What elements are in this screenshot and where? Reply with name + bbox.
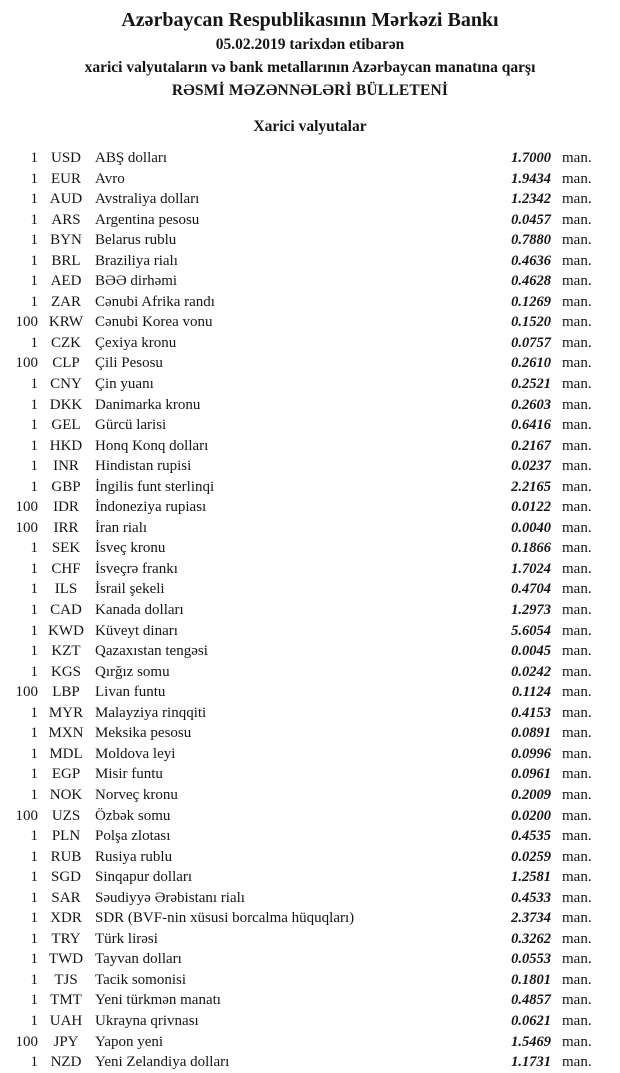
quantity: 1: [30, 889, 38, 906]
currency-name: Avro: [95, 170, 125, 187]
rate-value: 0.0996: [511, 745, 551, 762]
currency-code: MDL: [49, 745, 83, 762]
quantity: 100: [15, 314, 38, 331]
unit-label: man.: [562, 1033, 592, 1050]
currency-name: Livan funtu: [95, 684, 166, 701]
rate-value: 0.1866: [511, 540, 551, 557]
currency-code: MXN: [48, 725, 84, 742]
rate-value: 0.0757: [511, 334, 551, 351]
currency-code: USD: [50, 150, 81, 166]
table-row: [0, 436, 620, 457]
currency-code: GBP: [51, 478, 81, 495]
rate-value: 1.2973: [511, 602, 551, 619]
currency-name: Argentina pesosu: [95, 211, 200, 228]
quantity: 1: [30, 170, 38, 187]
quantity: 1: [30, 910, 38, 927]
table-row: [0, 477, 620, 498]
unit-label: man.: [562, 684, 592, 701]
rate-value: 0.6416: [511, 417, 551, 434]
quantity: 1: [30, 334, 38, 351]
currency-code: CHF: [51, 560, 81, 577]
currency-name: Çin yuanı: [95, 376, 154, 393]
rate-value: 0.4857: [511, 992, 551, 1009]
currency-code: RUB: [50, 848, 82, 865]
currency-name: Yapon yeni: [95, 1033, 164, 1050]
rate-value: 0.0457: [511, 211, 551, 228]
currency-code: PLN: [51, 828, 81, 845]
table-row: [0, 579, 620, 600]
currency-name: Misir funtu: [95, 766, 163, 783]
unit-label: man.: [562, 869, 592, 886]
unit-label: man.: [562, 458, 592, 475]
unit-label: man.: [562, 602, 592, 619]
quantity: 1: [30, 458, 38, 475]
rate-value: 0.0122: [511, 499, 551, 516]
currency-name: Yeni türkmən manatı: [95, 992, 221, 1009]
rate-value: 5.6054: [511, 622, 551, 639]
quantity: 1: [30, 293, 38, 310]
unit-label: man.: [562, 211, 592, 228]
rate-value: 0.2521: [511, 376, 551, 393]
currency-name: Malayziya rinqqiti: [95, 704, 207, 721]
table-row: [0, 908, 620, 929]
bank-title: Azərbaycan Respublikasının Mərkəzi Bankı: [121, 9, 499, 31]
table-row: [0, 518, 620, 539]
unit-label: man.: [562, 1054, 592, 1071]
unit-label: man.: [562, 848, 592, 865]
unit-label: man.: [562, 376, 592, 393]
table-row: [0, 806, 620, 827]
quantity: 1: [30, 540, 38, 557]
currency-name: İsveçrə frankı: [95, 560, 178, 577]
table-row: [0, 210, 620, 231]
currency-name: Gürcü larisi: [95, 417, 167, 434]
currency-code: SAR: [51, 889, 81, 906]
rate-value: 0.4535: [511, 828, 551, 845]
currency-code: TJS: [54, 971, 78, 988]
table-row: [0, 888, 620, 909]
rate-value: 0.0040: [511, 519, 551, 536]
quantity: 1: [30, 930, 38, 947]
currency-code: KRW: [48, 314, 84, 331]
unit-label: man.: [562, 910, 592, 927]
quantity: 1: [30, 643, 38, 660]
currency-code: KZT: [51, 643, 81, 660]
table-row: [0, 538, 620, 559]
currency-code: NZD: [50, 1054, 82, 1071]
rate-value: 0.2009: [511, 786, 551, 803]
table-row: [0, 600, 620, 621]
quantity: 1: [30, 211, 38, 228]
quantity: 1: [30, 786, 38, 803]
quantity: 1: [30, 417, 38, 434]
bulletin-header: [0, 0, 620, 103]
quantity: 100: [15, 807, 38, 824]
currency-name: Braziliya rialı: [95, 252, 178, 269]
unit-label: man.: [562, 704, 592, 721]
currency-code: AUD: [49, 191, 83, 208]
currency-name: Hindistan rupisi: [95, 458, 192, 475]
rate-value: 0.0200: [511, 807, 551, 824]
currency-name: Meksika pesosu: [95, 725, 192, 742]
currency-code: TRY: [51, 930, 81, 947]
quantity: 1: [30, 663, 38, 680]
quantity: 1: [30, 376, 38, 393]
rate-value: 0.4704: [511, 581, 551, 598]
unit-label: man.: [562, 786, 592, 803]
table-row: [0, 395, 620, 416]
table-row: [0, 312, 620, 333]
rate-value: 0.2610: [511, 355, 551, 372]
currency-code: CAD: [50, 602, 82, 619]
unit-label: man.: [562, 622, 592, 639]
currency-name: Honq Konq dolları: [95, 437, 209, 454]
currency-code: AED: [50, 273, 82, 290]
unit-label: man.: [562, 766, 592, 783]
quantity: 1: [30, 725, 38, 742]
currency-name: Ukrayna qrivnası: [95, 1012, 199, 1029]
currency-name: Avstraliya dolları: [95, 191, 200, 208]
table-row: [0, 764, 620, 785]
currency-name: Polşa zlotası: [95, 828, 171, 845]
table-row: [0, 333, 620, 354]
quantity: 1: [30, 150, 38, 166]
unit-label: man.: [562, 971, 592, 988]
currency-code: TMT: [50, 992, 82, 1009]
currency-code: ILS: [54, 581, 78, 598]
quantity: 1: [30, 191, 38, 208]
unit-label: man.: [562, 540, 592, 557]
rate-value: 2.3734: [511, 910, 551, 927]
currency-name: Tayvan dolları: [95, 951, 182, 968]
rate-value: 0.1520: [511, 314, 551, 331]
currency-code: JPY: [53, 1033, 79, 1050]
bulletin-subtitle: xarici valyutaların və bank metallarının Azərbaycan manatına qarşı: [84, 59, 536, 76]
table-row: [0, 970, 620, 991]
table-row: [0, 559, 620, 580]
currency-name: Norveç kronu: [95, 786, 178, 803]
quantity: 1: [30, 766, 38, 783]
unit-label: man.: [562, 191, 592, 208]
unit-label: man.: [562, 560, 592, 577]
unit-label: man.: [562, 992, 592, 1009]
unit-label: man.: [562, 828, 592, 845]
quantity: 100: [15, 355, 38, 372]
quantity: 1: [30, 622, 38, 639]
currency-code: UZS: [51, 807, 81, 824]
unit-label: man.: [562, 519, 592, 536]
table-row: [0, 785, 620, 806]
currency-name: Türk lirəsi: [95, 930, 158, 947]
currency-code: CZK: [51, 334, 81, 351]
quantity: 1: [30, 437, 38, 454]
currency-code: KWD: [48, 622, 84, 639]
currency-code: XDR: [50, 910, 82, 927]
quantity: 1: [30, 602, 38, 619]
unit-label: man.: [562, 437, 592, 454]
quantity: 1: [30, 273, 38, 290]
rates-table: [0, 148, 620, 1073]
currency-name: Cənubi Korea vonu: [95, 314, 213, 331]
effective-date-line: 05.02.2019 tarixdən etibarən: [215, 36, 405, 53]
unit-label: man.: [562, 478, 592, 495]
quantity: 1: [30, 951, 38, 968]
unit-label: man.: [562, 417, 592, 434]
rate-value: 1.7024: [511, 560, 551, 577]
unit-label: man.: [562, 581, 592, 598]
quantity: 1: [30, 828, 38, 845]
quantity: 1: [30, 478, 38, 495]
currency-name: Küveyt dinarı: [95, 622, 178, 639]
table-row: [0, 271, 620, 292]
table-row: [0, 703, 620, 724]
quantity: 1: [30, 992, 38, 1009]
quantity: 1: [30, 396, 38, 413]
currency-code: DKK: [49, 396, 83, 413]
currency-name: Özbək somu: [95, 807, 171, 824]
rate-value: 0.7880: [511, 232, 551, 249]
table-row: [0, 415, 620, 436]
currency-code: UAH: [49, 1012, 83, 1029]
currency-name: İsveç kronu: [95, 540, 166, 557]
currency-name: Kanada dolları: [95, 602, 184, 619]
currency-name: Qazaxıstan tengəsi: [95, 643, 208, 660]
currency-code: MYR: [48, 704, 84, 721]
currency-code: EUR: [51, 170, 81, 187]
table-row: [0, 251, 620, 272]
rate-value: 1.2342: [511, 191, 551, 208]
currency-code: IDR: [53, 499, 79, 516]
currency-code: KGS: [50, 663, 81, 680]
table-row: [0, 169, 620, 190]
unit-label: man.: [562, 252, 592, 269]
currency-name: Moldova leyi: [95, 745, 176, 762]
rate-value: 2.2165: [511, 478, 551, 495]
quantity: 1: [30, 869, 38, 886]
rate-value: 0.1124: [511, 684, 551, 701]
currency-name: Sinqapur dolları: [95, 869, 193, 886]
table-row: [0, 847, 620, 868]
rate-value: 1.5469: [511, 1033, 551, 1050]
currency-code: BRL: [51, 252, 81, 269]
unit-label: man.: [562, 170, 592, 187]
currency-name: BƏƏ dirhəmi: [95, 273, 178, 290]
currency-name: Səudiyyə Ərəbistanı rialı: [95, 889, 245, 906]
table-row: [0, 456, 620, 477]
currency-code: BYN: [50, 232, 82, 249]
unit-label: man.: [562, 334, 592, 351]
currency-name: Çili Pesosu: [95, 355, 163, 372]
currency-name: Cənubi Afrika randı: [95, 293, 215, 310]
quantity: 100: [15, 684, 38, 701]
currency-code: CNY: [50, 376, 82, 393]
currency-code: SGD: [50, 869, 81, 886]
table-row: [0, 662, 620, 683]
unit-label: man.: [562, 396, 592, 413]
unit-label: man.: [562, 314, 592, 331]
rate-value: 0.3262: [511, 930, 551, 947]
currency-code: IRR: [53, 519, 79, 536]
rate-value: 1.1731: [511, 1054, 551, 1071]
currency-name: Rusiya rublu: [95, 848, 173, 865]
currency-name: ABŞ dolları: [95, 150, 168, 166]
table-row: [0, 1032, 620, 1053]
unit-label: man.: [562, 355, 592, 372]
currency-code: TWD: [48, 951, 84, 968]
currency-name: SDR (BVF-nin xüsusi borcalma hüquqları): [95, 910, 355, 927]
unit-label: man.: [562, 1012, 592, 1029]
quantity: 1: [30, 745, 38, 762]
rate-value: 0.4533: [511, 889, 551, 906]
quantity: 100: [15, 1033, 38, 1050]
table-row: [0, 189, 620, 210]
quantity: 1: [30, 1012, 38, 1029]
quantity: 1: [30, 232, 38, 249]
quantity: 1: [30, 971, 38, 988]
currency-name: Danimarka kronu: [95, 396, 201, 413]
unit-label: man.: [562, 807, 592, 824]
table-row: [0, 1011, 620, 1032]
table-row: [0, 744, 620, 765]
section-title-foreign-currencies: Xarici valyutalar: [253, 118, 367, 135]
unit-label: man.: [562, 273, 592, 290]
rate-value: 0.0045: [511, 643, 551, 660]
rate-value: 1.7000: [511, 150, 551, 166]
rate-value: 0.4153: [511, 704, 551, 721]
currency-name: İndoneziya rupiası: [95, 499, 207, 516]
unit-label: man.: [562, 725, 592, 742]
currency-code: LBP: [52, 684, 80, 701]
table-row: [0, 374, 620, 395]
table-row: [0, 929, 620, 950]
table-row: [0, 497, 620, 518]
rate-value: 0.0961: [511, 766, 551, 783]
currency-name: Çexiya kronu: [95, 334, 177, 351]
quantity: 1: [30, 252, 38, 269]
unit-label: man.: [562, 499, 592, 516]
rate-value: 0.0259: [511, 848, 551, 865]
quantity: 1: [30, 560, 38, 577]
rate-value: 0.2603: [511, 396, 551, 413]
rate-value: 1.2581: [511, 869, 551, 886]
rate-value: 0.0237: [511, 458, 551, 475]
table-row: [0, 621, 620, 642]
currency-code: CLP: [52, 355, 80, 372]
currency-code: EGP: [51, 766, 81, 783]
currency-code: ZAR: [51, 293, 81, 310]
quantity: 1: [30, 848, 38, 865]
rate-value: 0.4636: [511, 252, 551, 269]
unit-label: man.: [562, 889, 592, 906]
table-row: [0, 641, 620, 662]
quantity: 100: [15, 519, 38, 536]
quantity: 1: [30, 704, 38, 721]
currency-name: Tacik somonisi: [95, 971, 187, 988]
unit-label: man.: [562, 293, 592, 310]
table-row: [0, 723, 620, 744]
quantity: 1: [30, 1054, 38, 1071]
currency-name: Qırğız somu: [95, 663, 170, 680]
quantity: 100: [15, 499, 38, 516]
currency-code: NOK: [49, 786, 83, 803]
table-row: [0, 148, 620, 169]
rate-value: 0.1269: [511, 293, 551, 310]
currency-name: Belarus rublu: [95, 232, 177, 249]
currency-code: SEK: [51, 540, 81, 557]
table-row: [0, 990, 620, 1011]
unit-label: man.: [562, 150, 592, 166]
table-row: [0, 867, 620, 888]
rate-value: 0.0242: [511, 663, 551, 680]
currency-code: GEL: [51, 417, 81, 434]
rate-value: 0.2167: [511, 437, 551, 454]
currency-code: ARS: [51, 211, 81, 228]
currency-name: İngilis funt sterlinqi: [95, 478, 215, 495]
rate-value: 0.1801: [511, 971, 551, 988]
rate-value: 0.0621: [511, 1012, 551, 1029]
unit-label: man.: [562, 951, 592, 968]
unit-label: man.: [562, 232, 592, 249]
unit-label: man.: [562, 930, 592, 947]
table-row: [0, 1052, 620, 1073]
table-row: [0, 353, 620, 374]
rate-value: 0.0553: [511, 951, 551, 968]
quantity: 1: [30, 581, 38, 598]
table-row: [0, 826, 620, 847]
currency-code: HKD: [49, 437, 83, 454]
unit-label: man.: [562, 643, 592, 660]
unit-label: man.: [562, 745, 592, 762]
table-row: [0, 292, 620, 313]
currency-name: Yeni Zelandiya dolları: [95, 1054, 230, 1071]
unit-label: man.: [562, 663, 592, 680]
table-row: [0, 949, 620, 970]
bulletin-name: RƏSMİ MƏZƏNNƏLƏRİ BÜLLETENİ: [171, 82, 449, 99]
rate-value: 0.4628: [511, 273, 551, 290]
currency-code: INR: [53, 458, 79, 475]
currency-name: İran rialı: [95, 519, 148, 536]
table-row: [0, 682, 620, 703]
rate-value: 1.9434: [511, 170, 551, 187]
table-row: [0, 230, 620, 251]
rate-value: 0.0891: [511, 725, 551, 742]
currency-name: İsrail şekeli: [95, 581, 165, 598]
